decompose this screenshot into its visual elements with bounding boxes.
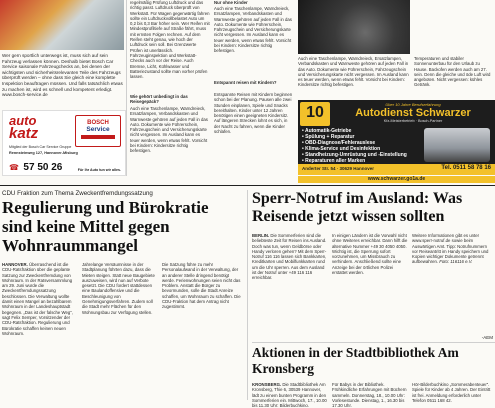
middle-col-3: Entspannte Reisen mit Kindern beginnen schon bei der Planung. Pausen alle zwei Stunden einplanen, Spiele und Snacks bereithalten. Kinder unter 12 Jahren benötigen einen geeigneten Kindersitz. Auf längeren Strecken lohnt es sich, in der Nacht zu fahren, wenn die Kinder schlafen. (214, 92, 293, 135)
left-article-col-2: Jahrelange Versäumnisse in der Stadtplanung führten dazu, dass die Mieten steigen. Statt neue Baugebiete auszuweisen, wird nun auf Verbote gesetzt. Die CDU fordert stattdessen eine Baulandoffensive und die Beschleunigung von Genehmigungsverfahren. Zudem soll die Stadt mehr Flächen für den Wohnungsbau zur Verfügung stellen. (82, 262, 155, 315)
bosch-label: BOSCH (87, 120, 109, 126)
right-article-headline: Sperr-Notruf im Ausland: Was Reisende jetzt wissen sollten (252, 190, 463, 225)
autodienst-name: Autodienst Schwarzer (355, 107, 471, 119)
autodienst-phone: Tel. 0511 58 78 16 (441, 165, 491, 171)
service-item: • Reparaturen aller Marken (302, 158, 366, 164)
service-item: • OBD-Diagnose/Fehlerauslese (302, 140, 376, 146)
engine-caption: Auch eine Taschenlampe, Warndreieck, Ersatzlampen, Verbandskasten und Warnweste gehören auf jeden Fall in das Auto. Dokumente wie Führerschein, Fahrzeugschein und Versicherungskarte nicht vergessen. Im Ausland kann es teuer werden, wenn etwas fehlt. Vorsicht bei Kindern: Kindersitze richtig befestigen. (298, 56, 409, 88)
autodienst-subtitle: Kfz-Meisterbetrieb · Bosch-Partner (383, 119, 443, 123)
service-item: • Automatik-Getriebe (302, 128, 352, 134)
autokatz-ad (2, 110, 126, 176)
autokatz-phone: 57 50 26 (23, 162, 63, 173)
left-article-col-1 (2, 262, 78, 400)
bottom-article-col-2: Für Babys in der Bibliothek. Frühkindliche Erfahrungen mit Büchern sammeln. Donnerstag, 18., 10.00 Uhr: Vorlesestunde. Dienstag, 1., 16.30 bis 17.30 Uhr. (332, 382, 407, 408)
right-article-lead: BERLIN. (252, 233, 270, 238)
bosch-service-label: Service (86, 126, 110, 133)
left-article-col-1-text: Überraschend ist die CDU-Ratsfraktion über die geplante Satzung zur Zweckentfremdung von Wohnraum. In der Ratsversammlung am 29. Juni wurde die Zweckentfremdungssatzung beschlossen. Die Verwaltung wollte damit einen Mangel an bezahlbarem Wohnraum in der Landeshauptstadt begegnen. „Das ist der falsche Weg“, sagt Felix Semper, Vorsitzender der CDU-Ratsfraktion. Regulierung und Bürokratie schaffen keinen neuen Wohnraum. (2, 262, 73, 336)
right-article-col-1-text: Die Sommerferien sind die beliebteste Zeit für Reisen ins Ausland. Doch was tun, wenn Geldbörse oder Handy verloren gehen? Mit dem Sperr-Notruf 116 116 lassen sich Bankkarten, Kreditkarten und Mobilfunkkarten rund um die Uhr sperren. Aus dem Ausland ist der Notruf unter +49 116 116 erreichbar. (252, 233, 327, 281)
right-article-photo-credit: Foto: 116116 e.V. (439, 259, 473, 265)
middle-col-3-head: Entspannt reisen mit Kindern? (214, 80, 277, 85)
car-photo (0, 0, 124, 50)
autodienst-car-photo (424, 128, 490, 162)
autodienst-badge (300, 102, 330, 126)
service-item: • Spülung + Reparatur (302, 134, 355, 140)
left-article-headline: Regulierung und Bürokratie sind keine Mittel gegen Wohnraummangel (2, 198, 209, 255)
bottom-article-col-1 (252, 382, 328, 408)
badge-text: Über 10 Jahre Berufserfahrung (385, 102, 441, 107)
left-article-col-3: Die Satzung führe zu mehr Personalaufwand in der Verwaltung, der an anderer Stelle dringend benötigt werde. Ferienwohnungen seien nicht das Problem. Anstatt die Bürger zu bevormunden, solle die Stadt Anreize schaffen, um Wohnraum zu schaffen. Die CDU-Fraktion hat dem Antrag nicht zugestimmt. (162, 262, 241, 310)
middle-col-2b: Auch eine Taschenlampe, Warndreieck, Ersatzlampen, Verbandskasten und Warnweste gehören auf jeden Fall in das Auto. Dokumente wie Führerschein, Fahrzeugschein und Versicherungskarte nicht vergessen. Im Ausland kann es teuer werden, wenn etwas fehlt. Vorsicht bei Kindern: Kindersitze richtig befestigen. (214, 6, 292, 54)
autokatz-tagline: Mitglied der Bosch Car Service Gruppe (9, 145, 72, 149)
autodienst-address: Anderter Str. 54 · 30629 Hannover (302, 166, 375, 171)
bottom-article-lead: KRONSBERG. (252, 382, 282, 387)
engine-photo (298, 0, 410, 54)
right-article-col-2: In einigen Ländern ist die Vorwahl nicht ohne Weiteres erreichbar. Dann hilft die alternative Nummer +49 30 4050 4050. Wichtig ist, die Sperrung sofort vorzunehmen, um Missbrauch zu verhindern. Anschließend sollte eine Anzeige bei der örtlichen Polizei erstattet werden. (332, 233, 408, 276)
bosch-service-logo (75, 115, 121, 147)
top-left-article-body: Wer gern sportlich unterwegs ist, muss sich auf sein Fahrzeug verlassen können. Deshalb bietet Bosch Car Service saisonale Fahrzeugchecks an, bei denen der wichtigsten und sicherheitsrelevanten Teile des Fahrzeugs überprüft werden – ohne dass Sie gleich eine komplette Inspektion beauftragen müssen. Und falls tatsächlich etwas zu machen ist, wird es schnell und kompetent erledigt. www.bosch-service.de (2, 53, 123, 98)
service-item: • Klima-Service und Desinfektion (302, 146, 381, 152)
right-article-signature: -AEM (481, 335, 493, 340)
middle-col-1-head: Wie gehört unbedingt in das Reisegepäck? (130, 94, 188, 105)
far-right-text: Temperaturen und stabiler Sonnenunterbau für den Urlaub zu Hause. Backofen werden auch am 27. sein. Denn die gleiche und öde Luft wird angeboten. Nicht vergessen: kühles Getränk. (414, 56, 491, 88)
bottom-article-headline: Aktionen in der Stadtbibliothek Am Kronsberg (252, 345, 459, 376)
autokatz-footer: Für Ihr Auto tun wir alles. (77, 168, 121, 172)
phone-icon: ☎ (9, 163, 19, 172)
middle-col-1: regelmäßig Prüfung Luftdruck und das richtig passt. Luftdruck überprüft von Werkstatt. Für Wagen gegenwärtig fahren sollte ein Luftdruckvollbelastet Auto um 0,2 bis 0,3 Bar höher sein. Wer Reifen mit Mindestprofiltiefe auf Straße fährt, muss mit ernsten Folgen rechnen. Auf dem Reifen steht genau, wie hoch der Luftdruck sein soll. Bei Grenzwerte Prüfen ist unerlässlich. Fahrzeuginspektion und Werkstatt-Checks auch vor der Reise. Auch Bremse, Licht, Kühlwasser und Batteriezustand sollte man vorher prüfen lassen. (130, 0, 210, 80)
left-article-lead: HANNOVER. (2, 262, 28, 267)
autodienst-services (302, 128, 422, 164)
autokatz-brand-top: auto (9, 113, 37, 128)
right-article-col-1 (252, 233, 328, 341)
right-article-col-3 (412, 233, 494, 341)
autokatz-logo (9, 115, 67, 145)
autodienst-url[interactable]: www.schwarzer.go1a.de (298, 176, 495, 183)
badge-number: 10 (306, 104, 324, 121)
autokatz-brand-bottom: katz (9, 125, 39, 142)
autodienst-ad (298, 100, 495, 175)
bottom-article-col-1-text: Die Stadtbibliothek Am Kronsberg, Thie 6, 30539 Hannover, lädt zu einem bunten Programm in den Sommerferien ein. Mittwoch, 17., 10.00 bis 11.30 Uhr: Bilderbuchkino. (252, 382, 327, 408)
middle-col-2-head: Nur ohne Kinder (214, 0, 248, 5)
autodienst-contact-bar (298, 164, 495, 175)
middle-col-2: Auch eine Taschenlampe, Warndreieck, Ersatzlampen, Verbandskasten und Warnweste gehören auf jeden Fall in das Auto. Dokumente wie Führerschein, Fahrzeugschein und Versicherungskarte nicht vergessen. Im Ausland kann es teuer werden, wenn etwas fehlt. Vorsicht bei Kindern: Kindersitze richtig befestigen. (130, 106, 208, 154)
autokatz-address: Rennsteinweg 127, Hannover-Misburg (9, 151, 78, 155)
service-item: • Standheizung-Umrüstung und -Einstellung (302, 152, 407, 158)
left-article-kicker: CDU Fraktion zum Thema Zweckentfremdungssatzung (2, 190, 153, 197)
bottom-article-col-3: Hör-Bilderbuchkino „Sommerabenteuer“. Spiele für Kinder ab 4 Jahren. Der Eintritt ist frei. Anmeldung erforderlich unter Telefon 0511 168 42. (412, 382, 491, 403)
right-article-col-3-text: Weitere Informationen gibt es unter www.sperr-notruf.de sowie beim Auswärtigen Amt. Tipp: Notrufnummern vor Reiseantritt im Handy speichern und Kopien wichtiger Dokumente getrennt aufbewahren. (412, 233, 489, 265)
